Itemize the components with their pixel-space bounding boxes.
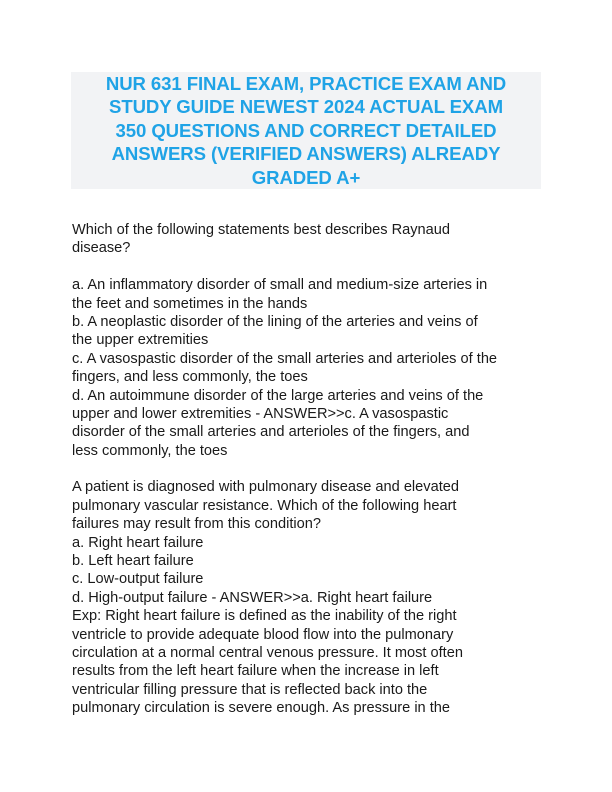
explanation-line: results from the left heart failure when the increase in left [72, 663, 439, 680]
option-line: the feet and sometimes in the hands [72, 295, 308, 312]
explanation-line: Exp: Right heart failure is defined as the inability of the right [72, 608, 457, 625]
question-stem-line: pulmonary vascular resistance. Which of the following heart [72, 497, 457, 514]
option-line: b. A neoplastic disorder of the lining of the arteries and veins of [72, 313, 478, 330]
document-title [71, 72, 541, 189]
question-stem-line: disease? [72, 240, 131, 257]
answer-line: less commonly, the toes [72, 442, 228, 459]
option-line: d. An autoimmune disorder of the large arteries and veins of the [72, 387, 484, 404]
title-line: GRADED A+ [251, 166, 361, 188]
option-line: c. A vasospastic disorder of the small arteries and arterioles of the [72, 350, 498, 367]
title-line: NUR 631 FINAL EXAM, PRACTICE EXAM AND [105, 73, 507, 94]
answer-line: disorder of the small arteries and arterioles of the fingers, and [72, 424, 470, 441]
answer-line: d. High-output failure - ANSWER>>a. Right heart failure [72, 589, 433, 606]
title-line: 350 QUESTIONS AND CORRECT DETAILED [115, 119, 497, 141]
paragraph-spacer [72, 460, 546, 478]
option-line: fingers, and less commonly, the toes [72, 369, 308, 386]
explanation-line: ventricular filling pressure that is reflected back into the [72, 681, 428, 698]
title-line: STUDY GUIDE NEWEST 2024 ACTUAL EXAM [109, 96, 503, 118]
paragraph-spacer [72, 258, 546, 276]
title-line: ANSWERS (VERIFIED ANSWERS) ALREADY [111, 143, 501, 165]
question-block [72, 478, 546, 717]
question-stem-line: A patient is diagnosed with pulmonary disease and elevated [72, 479, 459, 496]
explanation-line: ventricle to provide adequate blood flow into the pulmonary [72, 626, 454, 643]
question-block [72, 221, 546, 460]
answer-line: upper and lower extremities - ANSWER>>c. A vasospastic [72, 405, 449, 422]
option-line: the upper extremities [72, 332, 209, 349]
explanation-line: circulation at a normal central venous pressure. It most often [72, 644, 463, 661]
option-line: b. Left heart failure [72, 553, 194, 570]
title-box [71, 72, 541, 189]
option-line: a. Right heart failure [72, 534, 204, 551]
option-line: a. An inflammatory disorder of small and medium-size arteries in [72, 277, 488, 294]
question-stem-line: Which of the following statements best describes Raynaud [72, 222, 451, 238]
explanation-line: pulmonary circulation is severe enough. As pressure in the [72, 700, 451, 717]
question-stem-line: failures may result from this condition? [72, 516, 322, 533]
document-body [72, 221, 546, 718]
option-line: c. Low-output failure [72, 571, 204, 588]
